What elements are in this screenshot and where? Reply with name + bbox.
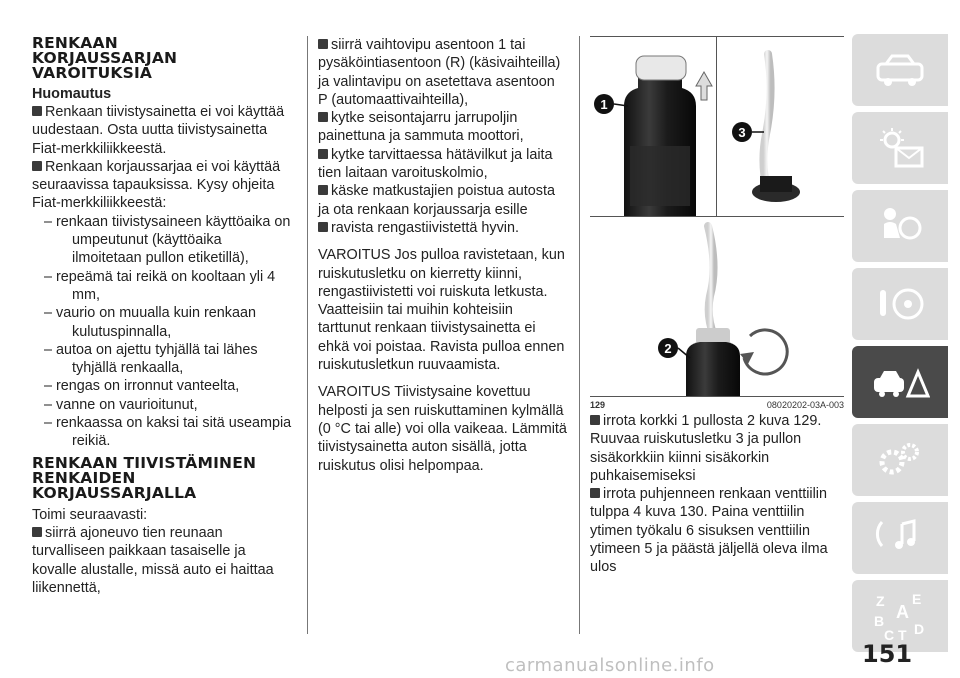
step-item: irrota puhjenneen renkaan venttiilin tulppa 4 kuva 130. Paina venttiilin ytimen työkalu 6 sisuksen venttiilin ytimeen 5 ja päästä jäljellä oleva ilma ulos <box>590 486 828 576</box>
tab-start[interactable] <box>852 268 948 340</box>
section-title-sealing: RENKAAN TIIVISTÄMINEN RENKAIDEN KORJAUSSARJALLA <box>32 453 257 502</box>
car-dashboard-icon <box>872 50 928 90</box>
column-middle <box>318 36 568 475</box>
bullet-square-icon <box>318 149 328 159</box>
section-title-warnings: RENKAAN KORJAUSSARJAN VAROITUKSIA <box>32 34 178 82</box>
airbag-safety-icon <box>872 204 928 248</box>
svg-text:C: C <box>884 627 895 643</box>
injection-hose <box>752 54 800 202</box>
callout-2 <box>658 338 690 358</box>
dash-item: – autoa on ajettu tyhjällä tai lähes tyhjällä renkaalla, <box>44 341 258 377</box>
figure-number: 129 <box>590 400 606 410</box>
step-item: irrota korkki 1 pullosta 2 kuva 129. Ruuvaa ruiskutusletku 3 ja pullon sisäkorkkiin kiinni sisäkorkin puhkaisemiseksi <box>590 413 822 484</box>
maintenance-gears-icon <box>872 438 928 482</box>
svg-text:1: 1 <box>600 97 608 112</box>
figure-129 <box>590 36 844 412</box>
svg-text:B: B <box>874 613 885 629</box>
warning-lights-icon <box>872 126 928 170</box>
svg-text:E: E <box>912 591 922 607</box>
callout-1 <box>594 94 628 114</box>
column-left <box>32 36 294 597</box>
column-right <box>590 36 844 577</box>
warning-text: VAROITUS Tiivistysaine kovettuu helposti ja sen ruiskuttaminen kylmällä (0 °C tai alle) voi olla vaikeaa. Lämmitä tiivistysainetta auton sisällä, jotta ruiskutus olisi helpompaa. <box>318 384 567 474</box>
svg-text:2: 2 <box>664 341 672 356</box>
svg-text:Z: Z <box>876 593 885 609</box>
step-item: siirrä ajoneuvo tien reunaan turvalliseen paikkaan tasaiselle ja kovalle alustalle, missä auto ei haittaa liikennettä, <box>32 524 274 596</box>
dash-item: – renkaan tiivistysaineen käyttöaika on umpeutunut (käyttöaika ilmoitetaan pullon etiketillä), <box>44 213 291 267</box>
bullet-square-icon <box>32 527 42 537</box>
callout-3 <box>732 122 764 142</box>
bullet-square-icon <box>318 112 328 122</box>
bullet-square-icon <box>590 415 600 425</box>
figure-code: 08020202-03A-003 <box>766 400 844 410</box>
bullet-square-icon <box>318 39 328 49</box>
page-number: 151 <box>862 640 913 668</box>
bullet-square-icon <box>318 222 328 232</box>
multimedia-icon <box>872 516 928 560</box>
tab-maintenance[interactable] <box>852 424 948 496</box>
dash-item: – renkaassa on kaksi tai sitä useampia reikiä. <box>44 415 292 450</box>
step-item: ravista rengastiivistettä hyvin. <box>318 219 568 237</box>
bottle-with-cap <box>624 56 712 216</box>
svg-text:T: T <box>898 627 907 643</box>
dash-item: – rengas on irronnut vanteelta, <box>44 378 240 395</box>
sealant-illustration <box>590 36 844 396</box>
chapter-sidebar <box>852 34 948 658</box>
step-item: kytke seisontajarru jarrupoljin painettuna ja sammuta moottori, <box>318 110 524 145</box>
bottle-with-hose <box>686 226 787 396</box>
emergency-breakdown-icon <box>870 360 930 404</box>
bullet-square-icon <box>32 106 42 116</box>
note-item: Renkaan korjaussarjaa ei voi käyttää seuraavissa tapauksissa. Kysy ohjeita Fiat-merkkiliikkeestä: <box>32 158 281 212</box>
column-divider <box>307 36 308 634</box>
note-label: Huomautus <box>32 86 112 102</box>
tab-multimedia[interactable] <box>852 502 948 574</box>
index-alphabet-icon <box>870 588 930 644</box>
tab-warning-lights[interactable] <box>852 112 948 184</box>
column-divider <box>579 36 580 634</box>
bullet-square-icon <box>590 488 600 498</box>
tab-dashboard[interactable] <box>852 34 948 106</box>
note-item: Renkaan tiivistysainetta ei voi käyttää uudestaan. Osta uutta tiivistysainetta Fiat-merkkiliikkeestä. <box>32 104 285 157</box>
dash-item: – repeämä tai reikä on kooltaan yli 4 mm, <box>44 268 276 303</box>
warning-text: VAROITUS Jos pulloa ravistetaan, kun ruiskutusletku on kierretty kiinni, rengastiivistetti voi ruiskuta letkusta. Vaatteisiin tai muihin kohteisiin tarttunut renkaan tiivistysainetta ei ehkä voi poistaa. Ravista pulloa ennen ruiskutusletkun ruuvaamista. <box>318 247 565 374</box>
svg-text:A: A <box>896 602 909 622</box>
intro-text: Toimi seuraavasti: <box>32 506 148 523</box>
bullet-square-icon <box>318 185 328 195</box>
dash-item: – vanne on vaurioitunut, <box>44 396 198 413</box>
svg-text:3: 3 <box>738 125 746 140</box>
tab-emergency[interactable] <box>852 346 948 418</box>
bullet-square-icon <box>32 161 42 171</box>
step-item: käske matkustajien poistua autosta ja ota renkaan korjaussarja esille <box>318 183 555 218</box>
watermark: carmanualsonline.info <box>505 655 715 676</box>
step-item: siirrä vaihtovipu asentoon 1 tai pysäköintiasentoon (R) (käsivaihteilla) ja valintavipu on asetettava asentoon P (automaattivaihteilla), <box>318 37 561 108</box>
step-item: kytke tarvittaessa hätävilkut ja laita tien laitaan varoituskolmio, <box>318 146 553 182</box>
svg-text:D: D <box>914 621 925 637</box>
steering-start-icon <box>872 282 928 326</box>
tab-safety[interactable] <box>852 190 948 262</box>
dash-item: – vaurio on muualla kuin renkaan kulutuspinnalla, <box>44 305 256 340</box>
